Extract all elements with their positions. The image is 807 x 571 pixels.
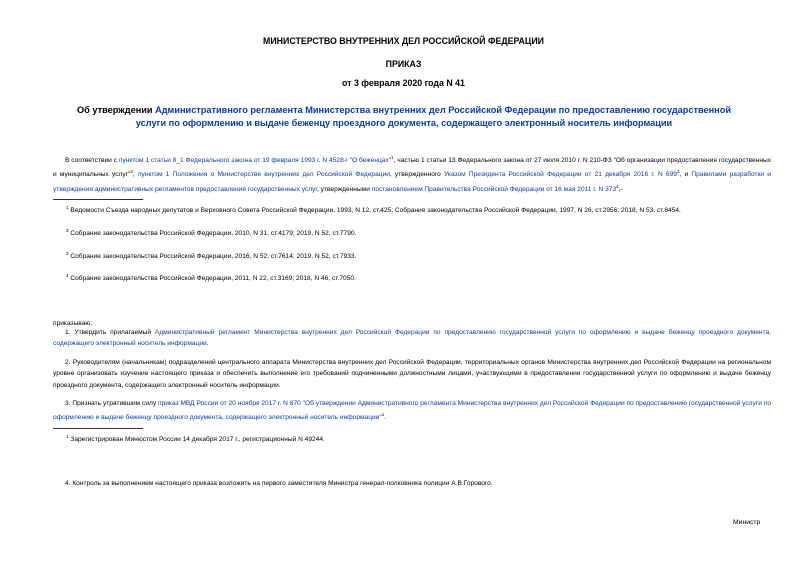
footnote-ref[interactable]: 1 xyxy=(381,412,385,418)
preamble-text: В соответствии с xyxy=(65,157,119,165)
link-president-decree[interactable]: Указом Президента Российской Федерации от 21 декабря 2016 г. N 699 xyxy=(444,171,677,179)
footnote-3 xyxy=(66,251,356,260)
footnote-2 xyxy=(66,228,356,237)
date-number-heading: от 3 февраля 2020 года N 41 xyxy=(342,78,465,88)
link-government-resolution[interactable]: постановлением Правительства Российской Федерации от 16 мая 2011 г. N 373 xyxy=(371,186,617,194)
document-title xyxy=(68,104,740,130)
footnote-divider xyxy=(53,199,143,200)
footnote-mark: 1 xyxy=(66,205,69,210)
item-1 xyxy=(53,327,771,350)
item-text: . xyxy=(384,414,387,422)
item-2: 2. Руководителям (начальникам) подразделений центрального аппарата Министерства внутренних дел Российской Федерации, территориальных органов Министерства внутренних дел Российской Федерации на региональном уровне организовать изучение настоящего приказа и обеспечить выполнение его требований подчиненными должностными лицами, участвующими в предоставлении государственной услуги по оформлению и выдаче беженцу проездного документа, содержащего электронный носитель информации. xyxy=(53,359,771,389)
preamble-text: , и xyxy=(679,171,692,179)
footnote-text: Зарегистрирован Минюстом России 14 декабря 2017 г., регистрационный N 49244. xyxy=(70,436,325,444)
footnote-ref[interactable]: 1 xyxy=(391,155,394,160)
item-text: 3. Признать утратившим силу xyxy=(65,400,159,407)
footnote-text: Собрание законодательства Российской Федерации, 2010, N 31, ст.4179; 2019, N 52, ст.7790. xyxy=(70,230,357,238)
preamble-text: , xyxy=(132,171,138,179)
preamble-text: ,- xyxy=(618,186,623,194)
preamble-paragraph xyxy=(53,152,771,195)
signature-minister: Министр xyxy=(733,519,761,526)
footnote-mark: 2 xyxy=(66,228,69,233)
ministry-heading: МИНИСТЕРСТВО ВНУТРЕННИХ ДЕЛ РОССИЙСКОЙ ФЕДЕРАЦИИ xyxy=(263,36,544,46)
item-text: 1. Утвердить прилагаемый xyxy=(65,329,155,336)
preamble-text: , частью 1 статьи 13 Федерального закона от 27 июля 2010 г. N 210-ФЗ "Об организации предоставления государственных и муниципальных услуг" xyxy=(53,157,771,179)
link-mvd-regulation[interactable]: пунктом 1 Положения о Министерстве внутренних дел Российской Федерации xyxy=(137,171,390,179)
footnote-text: Ведомости Съезда народных депутатов и Верховного Совета Российской Федерации, 1993, N 12, ст.425; Собрание законодательства Российской Федерации, 1997, N 26, ст.2956; 2018, N 53, ст.8454. xyxy=(70,207,681,215)
preamble-text: , утвержденными xyxy=(317,186,372,194)
footnote-ref[interactable]: 2 xyxy=(130,169,133,175)
item-4: 4. Контроль за выполнением настоящего приказа возложить на первого заместителя Министра генерал-полковника полиции А.В.Горового. xyxy=(65,480,493,487)
preamble-text: , утвержденного xyxy=(389,171,445,179)
doc-type-heading: ПРИКАЗ xyxy=(385,59,422,69)
footnote-mark: 3 xyxy=(66,251,69,256)
footnote-ref[interactable]: 3 xyxy=(676,169,680,175)
link-revoked-order[interactable]: приказ МВД России от 20 ноября 2017 г. N 870 "Об утверждении Административного регламента Министерства внутренних дел Российской Федерации по предоставлению государственной услуги по оформлению и выдаче беженцу проездного документа, содержащего электронный носитель информации" xyxy=(53,400,772,422)
footnote-1 xyxy=(66,205,681,214)
footnote-mark: 4 xyxy=(66,273,69,278)
footnote-ref[interactable]: 4 xyxy=(616,183,619,189)
footnote-text: Собрание законодательства Российской Федерации, 2016, N 52, ст.7614; 2019, N 52, ст.7933. xyxy=(70,253,357,261)
link-refugee-law[interactable]: пунктом 1 статьи 8_1 Федерального закона от 19 февраля 1993 г. N 4528-I "О беженцах" xyxy=(118,157,392,165)
link-approved-regulation[interactable]: Административный регламент Министерства внутренних дел Российской Федерации по предоставлению государственной услуги по оформлению и выдаче беженцу проездного документа, содержащего электронный носитель информации xyxy=(53,329,771,348)
item-text: . xyxy=(206,340,209,348)
title-prefix: Об утверждении xyxy=(77,105,156,115)
title-regulation-link[interactable]: Административного регламента Министерства внутренних дел Российской Федерации по предоставлению государственной услуги по оформлению и выдаче беженцу проездного документа, содержащего электронный носитель информации xyxy=(135,105,731,128)
item-3 xyxy=(53,398,771,424)
footnote-text: Собрание законодательства Российской Федерации, 2011, N 22, ст.3169; 2018, N 46, ст.7050. xyxy=(70,275,356,283)
footnote-item3 xyxy=(66,434,325,443)
footnote-divider xyxy=(53,428,143,429)
footnote-4 xyxy=(66,273,356,282)
order-word: приказываю: xyxy=(53,320,93,327)
link-admin-rules[interactable]: Правилами разработки и утверждения административных регламентов предоставления государственных услуг xyxy=(53,171,771,194)
footnote-mark: 1 xyxy=(66,434,69,439)
